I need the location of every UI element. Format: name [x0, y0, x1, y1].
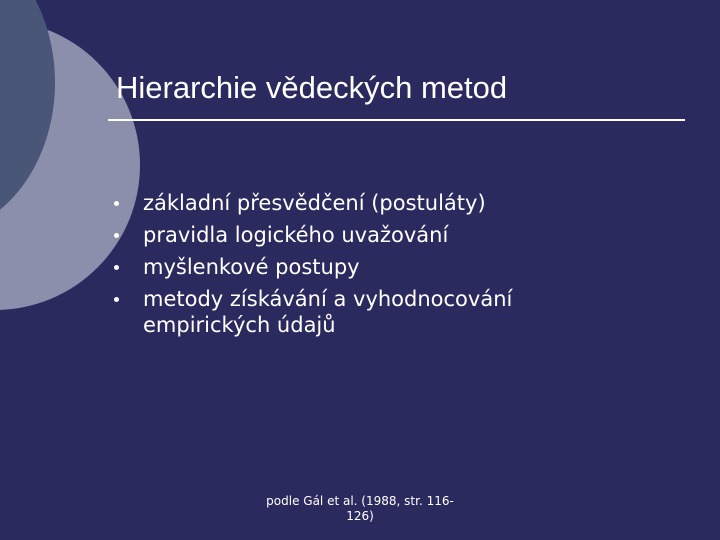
bullet-item	[112, 286, 512, 338]
bullet-text: pravidla logického uvažování	[143, 223, 449, 247]
bullet-item	[112, 222, 512, 248]
title-underline	[108, 119, 685, 121]
bullet-list	[112, 190, 512, 344]
source-line: podle Gál et al. (1988, str. 116-	[266, 494, 454, 508]
bullet-item	[112, 254, 512, 280]
source-citation	[250, 494, 470, 524]
bullet-text-continuation: empirických údajů	[143, 313, 336, 337]
bullet-text: základní přesvědčení (postuláty)	[143, 191, 486, 215]
bullet-dot-icon	[114, 233, 119, 238]
slide-title: Hierarchie vědeckých metod	[116, 70, 508, 105]
bullet-text: metody získávání a vyhodnocování	[143, 287, 513, 311]
bullet-item	[112, 190, 512, 216]
bullet-dot-icon	[114, 265, 119, 270]
bullet-text: myšlenkové postupy	[143, 255, 360, 279]
source-line: 126)	[346, 509, 374, 523]
bullet-dot-icon	[114, 297, 119, 302]
bullet-dot-icon	[114, 201, 119, 206]
